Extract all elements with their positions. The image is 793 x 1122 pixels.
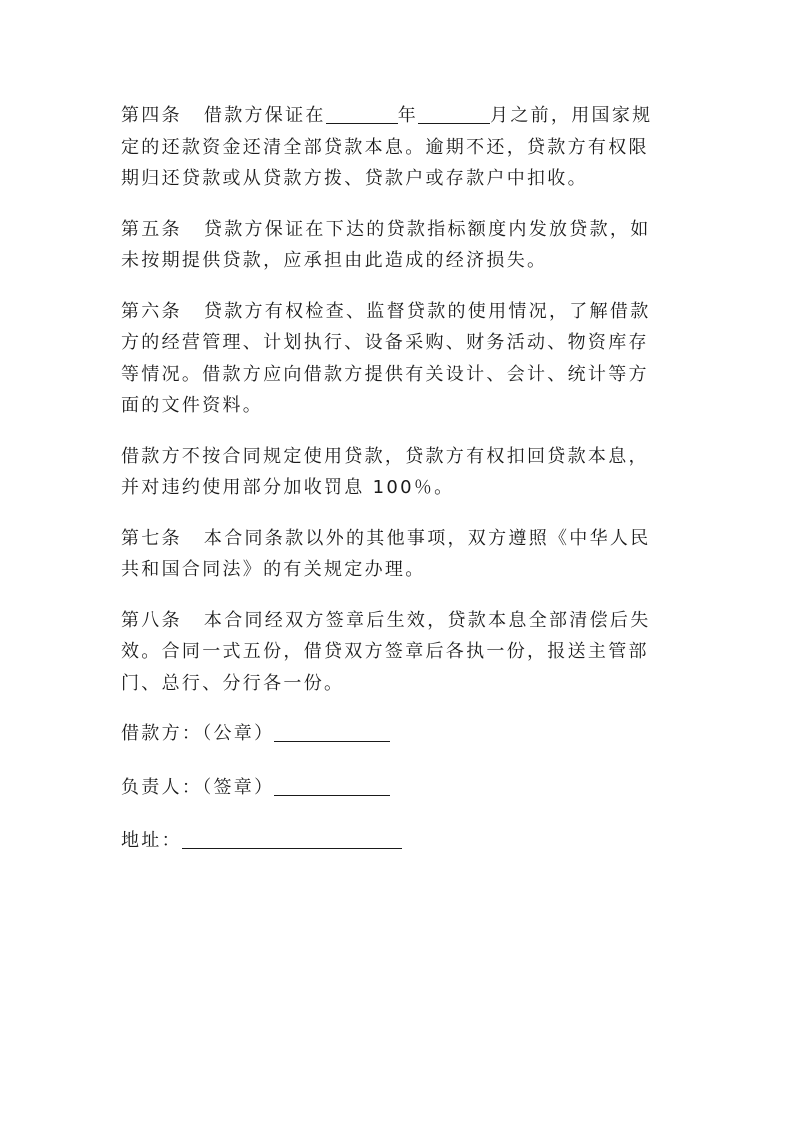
penalty-line-1: 借款方不按合同规定使用贷款，贷款方有权扣回贷款本息， — [121, 445, 649, 467]
month-blank[interactable] — [418, 103, 490, 124]
article-6 — [121, 296, 677, 422]
responsible-label: 负责人：（签章） — [121, 776, 275, 798]
article-6-line-3: 等情况。借款方应向借款方提供有关设计、会计、统计等方 — [121, 363, 649, 385]
article-4-head: 第四条 — [121, 105, 182, 126]
borrower-signature-line — [121, 718, 677, 750]
article-4-text-a: 借款方保证在 — [203, 105, 326, 126]
article-8-line-1 — [121, 605, 677, 637]
article-6-line-4: 面的文件资料。 — [121, 395, 264, 416]
address-line — [121, 825, 677, 857]
article-4-line-1 — [121, 100, 677, 132]
article-7-line-1 — [121, 523, 677, 555]
year-blank[interactable] — [326, 103, 398, 124]
address-blank[interactable] — [182, 828, 402, 849]
address-label: 地址： — [121, 830, 182, 851]
article-6-line-1 — [121, 296, 677, 328]
article-4 — [121, 100, 677, 195]
article-6-head: 第六条 — [121, 300, 182, 322]
contract-page — [121, 100, 677, 879]
responsible-sign-blank[interactable] — [274, 775, 390, 796]
article-6-line-2: 方的经营管理、计划执行、设备采购、财务活动、物资库存 — [121, 332, 649, 353]
article-5-text-1: 贷款方保证在下达的贷款指标额度内发放贷款，如 — [203, 218, 651, 240]
article-5-line-2: 未按期提供贷款，应承担由此造成的经济损失。 — [121, 250, 548, 271]
penalty-line-2: 并对违约使用部分加收罚息 100％。 — [121, 477, 455, 498]
borrower-seal-blank[interactable] — [274, 721, 390, 742]
article-5-line-1 — [121, 214, 677, 246]
article-4-text-c: 月之前，用国家规 — [490, 105, 653, 126]
article-7-text-1: 本合同条款以外的其他事项，双方遵照《中华人民 — [203, 527, 651, 549]
article-8-head: 第八条 — [121, 609, 182, 631]
article-7-line-2: 共和国合同法》的有关规定办理。 — [121, 559, 426, 580]
article-5-head: 第五条 — [121, 218, 182, 240]
article-8-line-2: 效。合同一式五份，借贷双方签章后各执一份，报送主管部 — [121, 641, 649, 662]
article-8-line-3: 门、总行、分行各一份。 — [121, 672, 345, 694]
article-4-line-3: 期归还贷款或从贷款方拨、贷款户或存款户中扣收。 — [121, 168, 588, 189]
borrower-label: 借款方：（公章） — [121, 723, 275, 744]
article-7 — [121, 523, 677, 586]
article-5 — [121, 214, 677, 277]
responsible-signature-line — [121, 772, 677, 804]
article-4-text-b: 年 — [397, 105, 419, 126]
penalty-clause — [121, 441, 677, 504]
article-6-text-1: 贷款方有权检查、监督贷款的使用情况，了解借款 — [203, 300, 651, 322]
article-8 — [121, 605, 677, 700]
article-7-head: 第七条 — [121, 527, 182, 549]
article-8-text-1: 本合同经双方签章后生效，贷款本息全部清偿后失 — [203, 609, 651, 631]
article-4-line-2: 定的还款资金还清全部贷款本息。逾期不还，贷款方有权限 — [121, 136, 649, 158]
